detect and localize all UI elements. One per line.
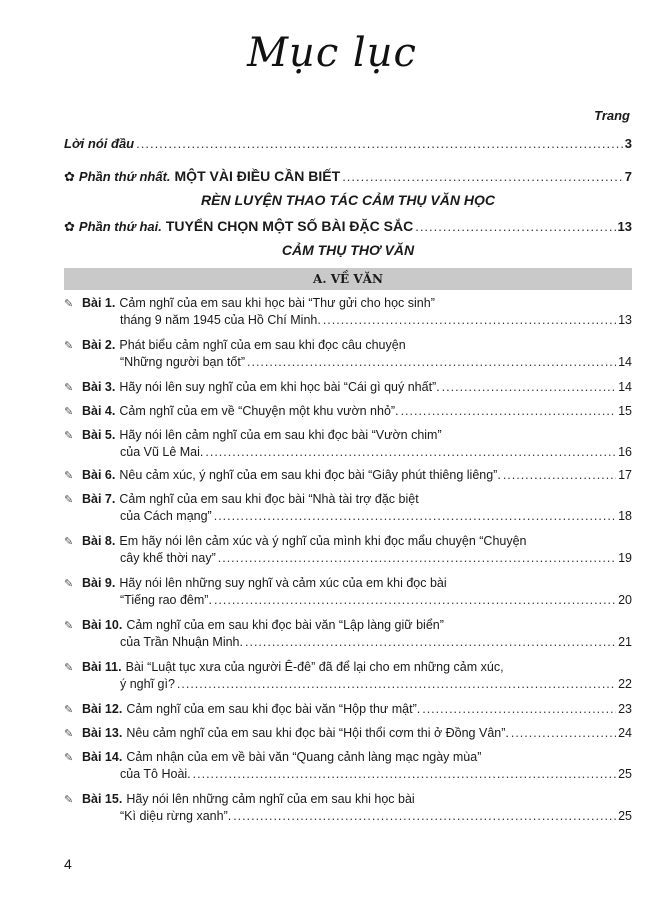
pen-icon: ✎ <box>64 470 74 482</box>
toc-part-2-row[interactable] <box>64 218 632 235</box>
dot-leader <box>511 726 616 740</box>
entry-text-line-2: “Những người bạn tốt” <box>120 355 245 369</box>
entry-number: Bài 1. <box>82 296 116 310</box>
pen-icon: ✎ <box>64 298 74 310</box>
toc-entry[interactable] <box>64 492 632 526</box>
pen-icon: ✎ <box>64 494 74 506</box>
toc-entry[interactable] <box>64 792 632 826</box>
entry-page: 24 <box>618 726 632 740</box>
flower-icon: ✿ <box>64 169 75 184</box>
entry-number: Bài 11. <box>82 660 122 674</box>
entry-page: 14 <box>618 380 632 394</box>
pen-icon: ✎ <box>64 382 74 394</box>
toc-entry[interactable] <box>64 702 632 719</box>
toc-intro-row[interactable] <box>64 136 632 151</box>
pen-icon: ✎ <box>64 340 74 352</box>
part-1-page: 7 <box>624 169 632 184</box>
entry-text-line-1: Hãy nói lên những cảm nghĩ của em sau khi học bài <box>126 792 415 806</box>
toc-entry[interactable] <box>64 338 632 372</box>
entry-page: 25 <box>618 809 632 823</box>
entry-text-line-2: “Kì diệu rừng xanh”. <box>120 809 232 823</box>
toc-entry[interactable] <box>64 428 632 462</box>
dot-leader <box>422 702 616 716</box>
dot-leader <box>214 593 616 607</box>
page-column-header: Trang <box>594 108 630 123</box>
toc-entry[interactable] <box>64 468 632 485</box>
toc-entry[interactable] <box>64 296 632 330</box>
dot-leader <box>245 635 616 649</box>
part-2-title: TUYỂN CHỌN MỘT SỐ BÀI ĐẶC SẮC <box>165 218 414 234</box>
entry-number: Bài 4. <box>82 404 116 418</box>
section-header: A. VỀ VĂN <box>64 268 632 290</box>
pen-icon: ✎ <box>64 406 74 418</box>
entry-page: 19 <box>618 551 632 565</box>
toc-entry[interactable] <box>64 618 632 652</box>
dot-leader <box>218 551 616 565</box>
pen-icon: ✎ <box>64 794 74 806</box>
entry-page: 20 <box>618 593 632 607</box>
dot-leader <box>214 509 616 523</box>
entry-text-line-1: Cảm nhận của em về bài văn “Quang cảnh làng mạc ngày mùa” <box>126 750 482 764</box>
entry-text-line-1: Cảm nghĩ của em về “Chuyện một khu vườn nhỏ”. <box>119 404 399 418</box>
entry-page: 16 <box>618 445 632 459</box>
part-2-prefix: Phần thứ hai. <box>78 219 162 234</box>
dot-leader <box>442 380 616 394</box>
entry-number: Bài 14. <box>82 750 123 764</box>
part-2-subtitle: CẢM THỤ THƠ VĂN <box>281 242 415 258</box>
pen-icon: ✎ <box>64 620 74 632</box>
entry-page: 15 <box>618 404 632 418</box>
entry-page: 14 <box>618 355 632 369</box>
entry-text-line-1: Hãy nói lên những suy nghĩ và cảm xúc của em khi đọc bài <box>119 576 447 590</box>
entry-text-line-2: cây khế thời nay” <box>120 551 216 565</box>
entry-number: Bài 13. <box>82 726 123 740</box>
entry-text-line-1: Em hãy nói lên cảm xúc và ý nghĩ của mình khi đọc mẩu chuyện “Chuyện <box>119 534 527 548</box>
entry-number: Bài 7. <box>82 492 116 506</box>
pen-icon: ✎ <box>64 430 74 442</box>
entry-text-line-1: Nêu cảm nghĩ của em sau khi đọc bài “Hội thổi cơm thi ở Đồng Vân”. <box>126 726 509 740</box>
entry-number: Bài 6. <box>82 468 116 482</box>
entry-page: 18 <box>618 509 632 523</box>
dot-leader <box>205 445 616 459</box>
entry-number: Bài 9. <box>82 576 116 590</box>
dot-leader <box>342 169 623 184</box>
entry-text-line-1: Hãy nói lên suy nghĩ của em khi học bài “Cái gì quý nhất”. <box>119 380 440 394</box>
entry-text-line-1: Cảm nghĩ của em sau khi đọc bài văn “Lập làng giữ biển” <box>126 618 444 632</box>
intro-label: Lời nói đầu <box>64 136 135 151</box>
entry-text-line-1: Bài “Luật tục xưa của người Ê-đê” đã để lại cho em những cảm xúc, <box>125 660 504 674</box>
entry-text-line-1: Cảm nghĩ của em sau khi đọc bài văn “Hộp thư mật”. <box>126 702 421 716</box>
dot-leader <box>193 767 616 781</box>
page-number: 4 <box>64 856 72 872</box>
part-1-title: MỘT VÀI ĐIỀU CẦN BIẾT <box>174 168 341 184</box>
dot-leader <box>503 468 616 482</box>
entry-number: Bài 2. <box>82 338 116 352</box>
toc-part-1-row[interactable] <box>64 168 632 185</box>
entry-page: 21 <box>618 635 632 649</box>
entry-text-line-1: Cảm nghĩ của em sau khi đọc bài “Nhà tài trợ đặc biệt <box>119 492 419 506</box>
entry-page: 23 <box>618 702 632 716</box>
entry-text-line-1: Cảm nghĩ của em sau khi học bài “Thư gửi cho học sinh” <box>119 296 435 310</box>
dot-leader <box>415 219 615 234</box>
toc-entry[interactable] <box>64 404 632 421</box>
part-1-subtitle: RÈN LUYỆN THAO TÁC CẢM THỤ VĂN HỌC <box>201 192 495 208</box>
entry-number: Bài 8. <box>82 534 116 548</box>
entry-text-line-2: của Vũ Lê Mai. <box>120 445 204 459</box>
entry-page: 17 <box>618 468 632 482</box>
toc-entry[interactable] <box>64 660 632 694</box>
pen-icon: ✎ <box>64 704 74 716</box>
toc-entry[interactable] <box>64 380 632 397</box>
pen-icon: ✎ <box>64 536 74 548</box>
entry-text-line-2: của Cách mạng” <box>120 509 212 523</box>
flower-icon: ✿ <box>64 219 75 234</box>
entry-text-line-2: của Trần Nhuận Minh. <box>120 635 243 649</box>
entry-page: 22 <box>618 677 632 691</box>
entry-text-line-2: tháng 9 năm 1945 của Hồ Chí Minh. <box>120 313 321 327</box>
entry-number: Bài 5. <box>82 428 116 442</box>
toc-entry[interactable] <box>64 726 632 743</box>
entry-text-line-2: ý nghĩ gì? <box>120 677 175 691</box>
entry-text-line-2: của Tô Hoài. <box>120 767 191 781</box>
part-1-prefix: Phần thứ nhất. <box>78 169 171 184</box>
page-title: Mục lục <box>247 30 417 76</box>
entry-number: Bài 15. <box>82 792 123 806</box>
entry-number: Bài 10. <box>82 618 123 632</box>
pen-icon: ✎ <box>64 752 74 764</box>
pen-icon: ✎ <box>64 578 74 590</box>
intro-page: 3 <box>624 136 632 151</box>
entry-text-line-1: Phát biểu cảm nghĩ của em sau khi đọc câu chuyện <box>119 338 406 352</box>
entry-page: 25 <box>618 767 632 781</box>
dot-leader <box>233 809 616 823</box>
toc-entry[interactable] <box>64 750 632 784</box>
part-2-page: 13 <box>617 219 632 234</box>
toc-entry[interactable] <box>64 534 632 568</box>
dot-leader <box>401 404 617 418</box>
entry-number: Bài 3. <box>82 380 116 394</box>
pen-icon: ✎ <box>64 728 74 740</box>
dot-leader <box>136 136 623 151</box>
entry-text-line-2: “Tiếng rao đêm”. <box>120 593 212 607</box>
dot-leader <box>323 313 616 327</box>
dot-leader <box>177 677 616 691</box>
toc-entry[interactable] <box>64 576 632 610</box>
dot-leader <box>247 355 616 369</box>
entry-text-line-1: Hãy nói lên cảm nghĩ của em sau khi đọc bài “Vườn chim” <box>119 428 442 442</box>
entry-page: 13 <box>618 313 632 327</box>
entry-number: Bài 12. <box>82 702 123 716</box>
entry-text-line-1: Nêu cảm xúc, ý nghĩ của em sau khi đọc bài “Giây phút thiêng liêng”. <box>119 468 501 482</box>
pen-icon: ✎ <box>64 662 74 674</box>
